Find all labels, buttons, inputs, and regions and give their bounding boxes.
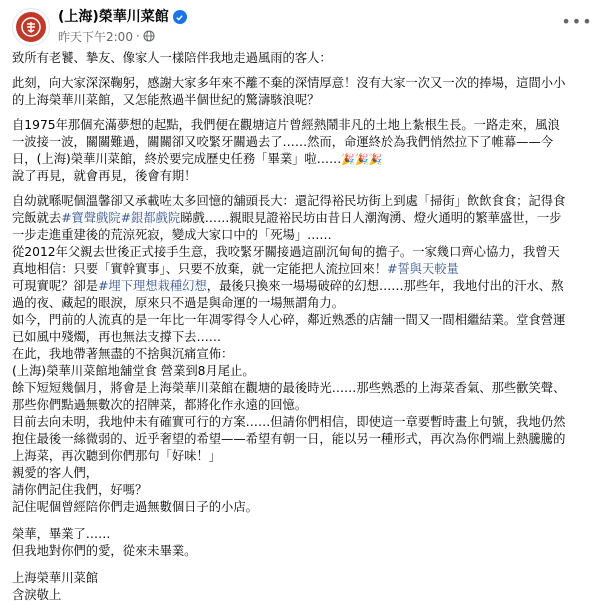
post-text-line: 自幼就喺呢個溫馨卻又承載咗太多回憶的舖頭長大：還記得裕民坊街上到處「掃街」飲飲食食；記得食 — [12, 194, 566, 208]
post-text-span: 可現實呢？卻是 — [12, 279, 99, 293]
party-emoji: 🎉🎉🎉 — [341, 153, 383, 166]
signature-line: 含淚敬上 — [12, 588, 62, 602]
signature-line: 上海榮華川菜館 — [12, 571, 99, 585]
post-text-line: 自1975年那個充滿夢想的起點，我們便在觀塘這片曾經熱鬧非凡的土地上紮根生長。一路走來，風浪 — [12, 118, 560, 132]
hashtag-link[interactable]: #埋下理想栽種幻想 — [98, 279, 207, 293]
hashtag-link[interactable]: #誓與天較量 — [387, 262, 459, 276]
post-text-line: 一步走進重建後的荒涼死寂，變成大家口中的「死場」…… — [12, 228, 332, 242]
post-text-line: 親愛的客人們， — [12, 466, 99, 480]
post-text-line: 抱住最後一絲微弱的、近乎奢望的希望——希望有朝一日，能以另一種形式，再次為你們端上熱騰騰的 — [12, 432, 566, 446]
greeting-line: 致所有老饕、摯友、像家人一樣陪伴我地走過風雨的客人： — [12, 51, 332, 65]
post-text-span: 完飯就去 — [12, 211, 62, 225]
post-text-span: 睇戲……親眼見證裕民坊由昔日人潮洶湧、燈火通明的繁華盛世，一步 — [180, 211, 562, 225]
post-text-line: 的上海榮華川菜館，又怎能熬過半個世紀的驚濤駭浪呢？ — [12, 93, 320, 107]
meta-separator: · — [135, 29, 140, 43]
page-avatar[interactable] — [12, 8, 50, 46]
post-text-line: 榮華，畢業了…… — [12, 527, 111, 541]
post-text-span: 真地相信：只要「實幹實事」、只要不放棄，就一定能把人流拉回來！ — [12, 262, 388, 276]
post-text-line: 記住呢個曾經陪你們走過無數個日子的小店。 — [12, 500, 258, 514]
post-text-line: 餘下短短幾個月，將會是上海榮華川菜館在觀塘的最後時光……那些熟悉的上海菜香氣、那些歡笑聲、 — [12, 381, 566, 395]
post-text-line: 從2012年父親去世後正式接手生意，我咬緊牙關接過這副沉甸甸的擔子。一家幾口齊心協力，我曾天 — [12, 245, 560, 259]
post-text-line: (上海)榮華川菜館地舖堂食 營業到8月尾止。 — [12, 364, 255, 378]
post-text-line — [12, 151, 588, 168]
post-text-line: 過的夜、藏起的眼淚，原來只不過是與命運的一場無謂角力。 — [12, 296, 345, 310]
post-text-line: 目前去向未明，我地仲未有確實可行的方案……但請你們相信，即使這一章要暫時畫上句號，我地仍然 — [12, 415, 566, 429]
restaurant-logo-icon — [16, 12, 46, 42]
post-text-line — [12, 261, 588, 278]
post-text-line: 如今，門前的人流真的是一年比一年凋零得令人心碎，鄰近熟悉的店舖一間又一間相繼結業。堂食營運 — [12, 313, 566, 327]
post-text-line — [12, 278, 588, 295]
globe-icon — [143, 30, 155, 42]
post-timestamp[interactable]: 昨天下午2:00 — [58, 29, 133, 44]
page-name[interactable]: (上海)榮華川菜館 — [58, 9, 169, 25]
post-text-line: 請你們記住我們，好嗎？ — [12, 483, 148, 497]
post-text-line: 上海菜，再次聽到你們那句「好味！」 — [12, 449, 222, 463]
post-body — [12, 50, 588, 604]
verified-badge-icon — [173, 10, 187, 24]
post-text-line: 說了再見，就會再見，後會有期！ — [12, 169, 197, 183]
post-text-line: 已如風中殘燭，再也無法支撐下去…… — [12, 330, 222, 344]
post-text-span: ，最後只換來一場場破碎的幻想……那些年，我地付出的汗水、熬 — [206, 279, 564, 293]
post-text-line: 但我地對你們的愛，從來未畢業。 — [12, 544, 197, 558]
post-text-span: 日，(上海)榮華川菜館，終於要完成歷史任務「畢業」啦…… — [12, 152, 342, 166]
post-text-line — [12, 210, 588, 227]
post-header — [12, 8, 593, 48]
post-text-line: 那些你們點過無數次的招牌菜，都將化作永遠的回憶。 — [12, 398, 308, 412]
hashtag-link[interactable]: #銀都戲院 — [120, 211, 181, 225]
post-text-line: 一波接一波，關關難過，關關卻又咬緊牙關過去了……然而，命運終於為我們悄然拉下了帷幕——今 — [12, 135, 554, 149]
post-text-line: 此刻，向大家深深鞠躬，感謝大家多年來不離不棄的深情厚意！沒有大家一次又一次的捧場，這間小小 — [12, 76, 566, 90]
post-text-line: 在此，我地帶著無盡的不捨與沉痛宣佈： — [12, 347, 234, 361]
hashtag-link[interactable]: #寶聲戲院 — [61, 211, 121, 225]
more-options-icon[interactable]: ••• — [561, 11, 593, 31]
